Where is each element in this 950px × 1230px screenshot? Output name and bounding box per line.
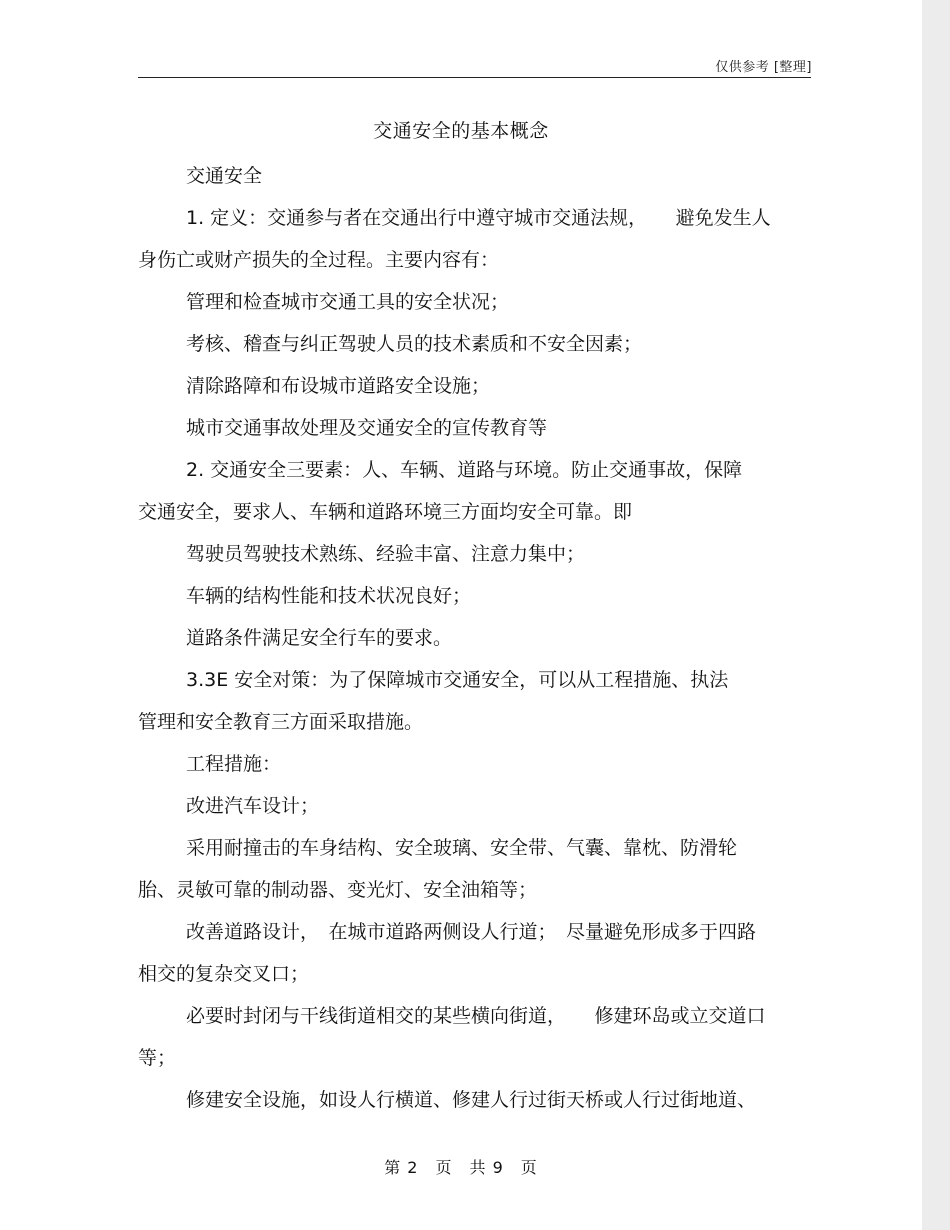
paragraph-line: 相交的复杂交叉口； (138, 963, 310, 985)
paragraph-line: 车辆的结构性能和技术状况良好； (186, 585, 472, 607)
paragraph-line: 改善道路设计， 在城市道路两侧设人行道； 尽量避免形成多于四路 (186, 921, 757, 943)
paragraph-line: 身伤亡或财产损失的全过程。主要内容有： (138, 249, 500, 271)
paragraph-line: 1. 定义：交通参与者在交通出行中遵守城市交通法规， 避免发生人 (186, 207, 771, 229)
paragraph-line: 工程措施： (186, 753, 282, 775)
paragraph-line: 必要时封闭与干线街道相交的某些横向街道， 修建环岛或立交道口 (186, 1005, 766, 1027)
paragraph-line: 交通安全，要求人、车辆和道路环境三方面均安全可靠。即 (138, 501, 633, 523)
section-heading: 交通安全 (186, 165, 263, 187)
paragraph-line: 管理和安全教育三方面采取措施。 (138, 711, 424, 733)
paragraph-line: 等； (138, 1047, 177, 1069)
paragraph-line: 清除路障和布设城市道路安全设施； (186, 375, 491, 397)
paragraph-line: 采用耐撞击的车身结构、安全玻璃、安全带、气囊、靠枕、防滑轮 (186, 837, 738, 859)
header-note: 仅供参考 [整理] (715, 60, 812, 75)
paragraph-line: 胎、灵敏可靠的制动器、变光灯、安全油箱等； (138, 879, 538, 901)
page-number: 第 2 页 共 9 页 (384, 1158, 538, 1177)
paragraph-line: 考核、稽查与纠正驾驶人员的技术素质和不安全因素； (186, 333, 643, 355)
document-body (138, 155, 810, 1121)
header-divider (138, 77, 811, 78)
paragraph-line: 修建安全设施，如设人行横道、修建人行过街天桥或人行过街地道、 (186, 1089, 757, 1111)
paragraph-line: 道路条件满足安全行车的要求。 (186, 627, 453, 649)
paragraph-line: 管理和检查城市交通工具的安全状况； (186, 291, 510, 313)
document-title: 交通安全的基本概念 (373, 120, 549, 142)
paragraph-line: 驾驶员驾驶技术熟练、经验丰富、注意力集中； (186, 543, 586, 565)
paragraph-line: 3.3E 安全对策：为了保障城市交通安全，可以从工程措施、执法 (186, 669, 729, 691)
paragraph-line: 改进汽车设计； (186, 795, 320, 817)
paragraph-line: 2. 交通安全三要素：人、车辆、道路与环境。防止交通事故，保障 (186, 459, 743, 481)
paragraph-line: 城市交通事故处理及交通安全的宣传教育等 (186, 417, 548, 439)
